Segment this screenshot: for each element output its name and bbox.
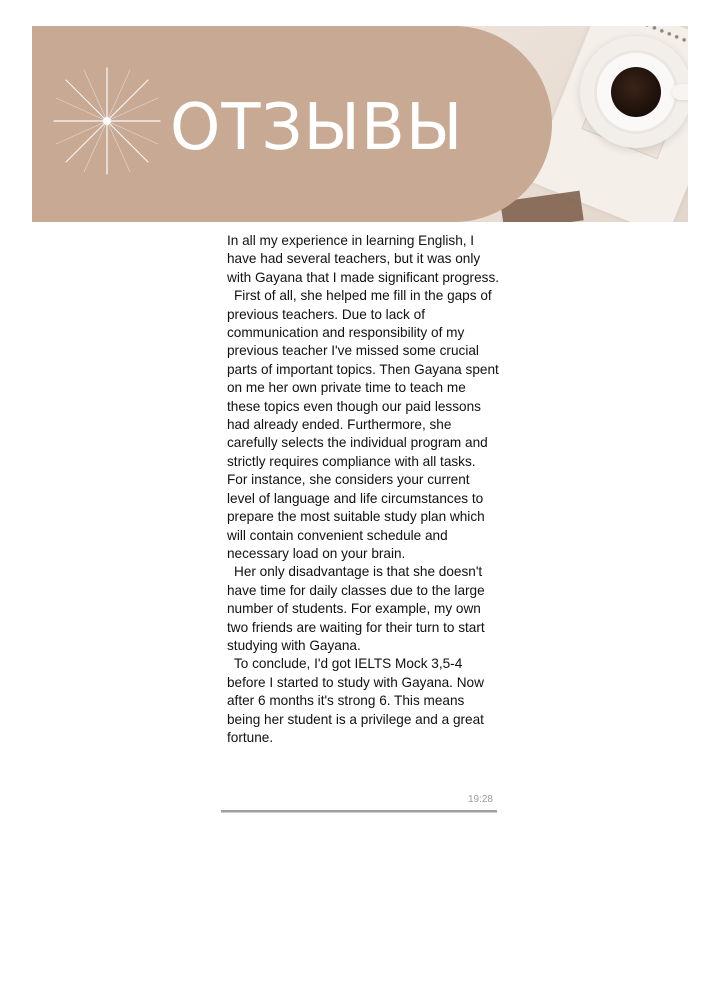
- message-paragraph: Her only disadvantage is that she doesn't have time for daily classes due to the large number of students. For example, my own two friends are waiting for their turn to start studying with Gayana.: [227, 564, 485, 653]
- message-paragraph: In all my experience in learning English, I have had several teachers, but it was only with Gayana that I made significant progress.: [227, 233, 500, 285]
- message-paragraph: To conclude, I'd got IELTS Mock 3,5-4 before I started to study with Gayana. Now after 6 months it's strong 6. This means being her student is a privilege and a great fortune.: [227, 656, 484, 745]
- message-timestamp: 19:28: [467, 794, 493, 805]
- sparkle-icon: [52, 66, 162, 176]
- coffee-icon: [611, 67, 661, 117]
- message-body: [227, 232, 499, 747]
- message-paragraph: First of all, she helped me fill in the gaps of previous teachers. Due to lack of communication and responsibility of my previous teacher I've missed some crucial parts of important topics. Then Gayana spent on me her own private time to teach me these topics even though our paid lessons had already ended. Furthermore, she carefully selects the individual program and strictly requires compliance with all tasks. For instance, she considers your current level of language and life circumstances to prepare the most suitable study plan which will contain convenient schedule and necessary load on your brain.: [227, 288, 499, 561]
- page-title: ОТЗЫВЫ: [170, 91, 464, 165]
- cup-handle-icon: [672, 84, 688, 100]
- header-banner: [32, 26, 688, 222]
- review-message: [221, 222, 500, 812]
